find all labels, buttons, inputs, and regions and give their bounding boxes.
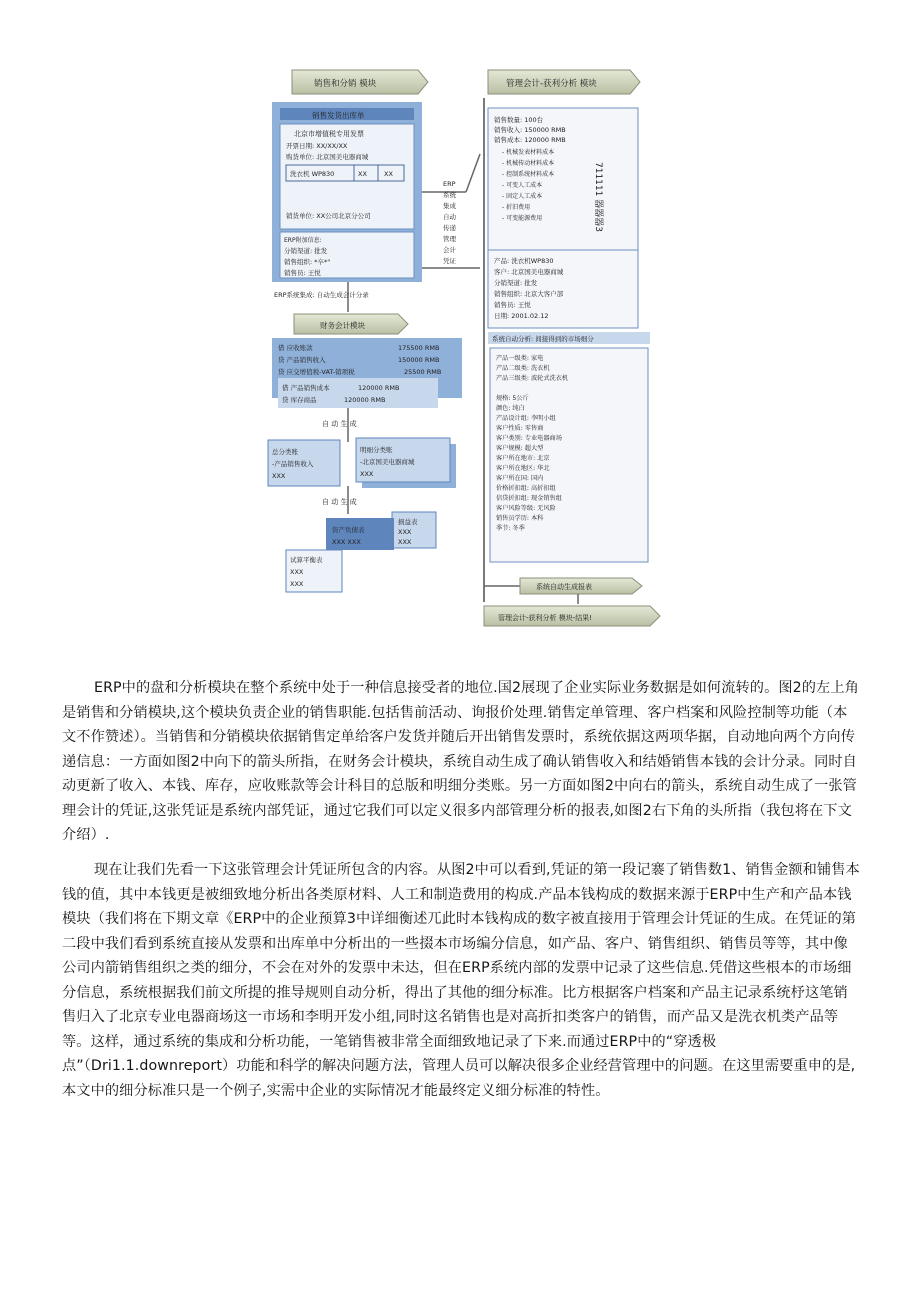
svg-text:集成: 集成 [443, 202, 456, 210]
voucher-block [488, 108, 638, 250]
svg-text:借 产品销售成本: 借 产品销售成本 [282, 384, 330, 392]
subsidiary-ledger [356, 438, 456, 488]
svg-text:- 折旧费用: - 折旧费用 [502, 204, 531, 211]
svg-text:产品二级类: 洗衣机: 产品二级类: 洗衣机 [496, 365, 550, 372]
svg-text:销售组织: 北京大客户部: 销售组织: 北京大客户部 [494, 290, 564, 298]
svg-text:资产负债表: 资产负债表 [332, 526, 365, 534]
invoice-qty1: XX [358, 170, 367, 178]
svg-text:产品一级类: 家电: 产品一级类: 家电 [496, 355, 544, 362]
auto-gen-label-1: 自 动 生 成 [322, 420, 357, 428]
erp-flow-figure [258, 62, 666, 632]
svg-text:贷 产品销售收入: 贷 产品销售收入 [278, 356, 326, 364]
svg-text:客户所在地区: 华北: 客户所在地区: 华北 [496, 465, 550, 472]
svg-text:客户所在国: 国内: 客户所在国: 国内 [496, 475, 544, 482]
invoice-item: 洗衣机 WP830 [290, 170, 335, 178]
svg-text:规格: 5公斤: 规格: 5公斤 [496, 395, 529, 402]
svg-text:借 应收账款: 借 应收账款 [278, 344, 313, 352]
income-statement [392, 512, 436, 548]
svg-text:175500 RMB: 175500 RMB [398, 344, 440, 352]
svg-text:管理会计-获利分析 模块-结果!: 管理会计-获利分析 模块-结果! [498, 614, 593, 622]
svg-text:XXX: XXX [290, 568, 304, 576]
invoice-title: 销售发货出库单 [312, 111, 365, 120]
balance-sheet [326, 518, 394, 550]
voucher-cost: 销售成本: 120000 RMB [494, 136, 566, 144]
svg-text:XXX XXX: XXX XXX [332, 538, 361, 546]
svg-text:销售员: 王悦: 销售员: 王悦 [494, 301, 531, 309]
invoice-buyer: 购货单位: 北京国美电器商城 [286, 153, 369, 161]
trial-balance [286, 550, 342, 592]
svg-text:客户规模: 超大型: 客户规模: 超大型 [496, 445, 544, 452]
svg-text:客户风险等级: 无风险: 客户风险等级: 无风险 [496, 505, 556, 512]
svg-text:销售员学历: 本科: 销售员学历: 本科 [496, 515, 544, 522]
svg-text:季节: 冬季: 季节: 冬季 [496, 525, 525, 532]
erp-info-org: 销售组织: *卒*" [284, 258, 331, 266]
svg-text:- 固定人工成本: - 固定人工成本 [502, 193, 543, 200]
voucher-qty: 销售数量: 100台 [494, 116, 544, 124]
sales-module-bar [292, 70, 428, 94]
svg-text:价格折扣组: 高折扣组: 价格折扣组: 高折扣组 [496, 485, 556, 492]
mgmt-module-label: 管理会计-获利分析 模块 [506, 79, 597, 89]
voucher-vertical-note: 711111 器器器3 [593, 162, 603, 232]
svg-text:试算平衡表: 试算平衡表 [290, 556, 323, 564]
svg-text:贷 库存商品: 贷 库存商品 [282, 396, 317, 404]
mgmt-module-bar [488, 70, 640, 94]
voucher-revenue: 销售收入: 150000 RMB [494, 126, 566, 134]
footer-module-bar [484, 606, 660, 626]
svg-text:信贷折扣组: 现金销售组: 信贷折扣组: 现金销售组 [496, 495, 562, 502]
svg-text:明细分类账: 明细分类账 [360, 446, 393, 454]
svg-text:日期: 2001.02.12: 日期: 2001.02.12 [494, 312, 549, 320]
svg-text:客户类别: 专业电器商场: 客户类别: 专业电器商场 [496, 435, 562, 442]
svg-text:财务会计模块: 财务会计模块 [320, 321, 365, 330]
svg-text:分销渠道: 批发: 分销渠道: 批发 [494, 279, 538, 287]
svg-text:产品三级类: 波轮式洗衣机: 产品三级类: 波轮式洗衣机 [496, 375, 569, 382]
svg-text:产品: 洗衣机WP830: 产品: 洗衣机WP830 [494, 257, 554, 265]
erp-auto-label: ERP系统集成: 自动生成会计分录 [274, 291, 369, 299]
svg-text:产品设计组: 李明小组: 产品设计组: 李明小组 [496, 415, 556, 422]
auto-gen-label-2: 自 动 生 成 [322, 498, 357, 506]
svg-text:XXX: XXX [360, 470, 374, 478]
svg-text:管理: 管理 [443, 235, 456, 243]
general-ledger [268, 440, 340, 486]
svg-text:- 控制系统材料成本: - 控制系统材料成本 [502, 171, 555, 178]
invoice-date: 开票日期: XX/XX/XX [286, 142, 348, 150]
svg-text:自动: 自动 [443, 213, 456, 221]
svg-text:系统自动生成报表: 系统自动生成报表 [536, 583, 592, 591]
erp-vertical-label [443, 180, 457, 265]
ledger-block [272, 338, 462, 408]
svg-text:150000 RMB: 150000 RMB [398, 356, 440, 364]
report-bar [484, 578, 642, 594]
svg-text:ERP: ERP [443, 180, 456, 188]
svg-text:颜色: 纯白: 颜色: 纯白 [496, 405, 525, 412]
svg-text:120000 RMB: 120000 RMB [344, 396, 386, 404]
svg-text:- 可变能源费用: - 可变能源费用 [502, 215, 543, 222]
svg-text:XXX: XXX [398, 538, 412, 546]
svg-text:120000 RMB: 120000 RMB [358, 384, 400, 392]
svg-text:- 可变人工成本: - 可变人工成本 [502, 182, 543, 189]
svg-text:系统: 系统 [443, 191, 456, 199]
svg-text:会计: 会计 [443, 246, 456, 254]
svg-text:客户所在地市: 北京: 客户所在地市: 北京 [496, 455, 550, 462]
invoice-block [272, 102, 422, 282]
market-analysis-block [488, 332, 650, 562]
erp-info-channel: 分销渠道: 批发 [284, 247, 328, 255]
invoice-seller: 销货单位: XX公司北京分公司 [286, 212, 371, 220]
sales-module-label: 销售和分销 模块 [314, 79, 377, 89]
svg-text:- 机械传动材料成本: - 机械传动材料成本 [502, 160, 555, 167]
svg-text:总分类账: 总分类账 [272, 448, 298, 456]
svg-text:传递: 传递 [443, 224, 456, 232]
voucher-detail [488, 250, 638, 328]
svg-text:客户: 北京国美电器商城: 客户: 北京国美电器商城 [494, 268, 564, 276]
svg-text:贷 应交增值税-VAT-销项税: 贷 应交增值税-VAT-销项税 [278, 368, 355, 376]
svg-text:客户性质: 零售商: 客户性质: 零售商 [496, 425, 544, 432]
svg-text:-产品销售收入: -产品销售收入 [272, 460, 314, 468]
svg-text:凭证: 凭证 [443, 257, 456, 265]
svg-text:系统自动分析: 间接得到的市场细分: 系统自动分析: 间接得到的市场细分 [492, 335, 594, 343]
paragraph-1: ERP中的盘和分析模块在整个系统中处于一种信息接受者的地位.国2展现了企业实际业务数据是如何流转的。图2的左上角是销售和分销模块,这个模块负责企业的销售职能.包括售前活动、询报价处理.销售定单管理、客户档案和风险控制等功能（本文不作赞述）。当销售和分销模块依据销售定单给客户发货并随后开出销售发票时，系统依据这两项华据，自动地向两个方向传递信息：一方面如图2中向下的箭头所指，在财务会计模块，系统自动生成了确认销售收入和结婚销售本钱的会计分录。同时自动更新了收入、本钱、库存，应收账款等会计科目的总版和明细分类账。另一方面如图2中向右的箭头，系统自动生成了一张管理会计的凭证,这张凭证是系统内部凭证，通过它我们可以定义很多内部管理分析的报表,如图2右下角的头所指（我包将在下文介绍）. [62, 680, 859, 843]
svg-text:-北京国美电器商城: -北京国美电器商城 [360, 458, 415, 466]
invoice-subtitle: 北京市增值税专用发票 [294, 130, 364, 138]
svg-text:XXX: XXX [398, 528, 412, 536]
svg-text:25500 RMB: 25500 RMB [404, 368, 442, 376]
svg-text:损益表: 损益表 [398, 518, 418, 526]
paragraph-2: 现在让我们先看一下这张管理会计凭证所包含的内容。从图2中可以看到,凭证的第一段记褰了销售数1、销售金额和铺售本钱的值，其中本钱更是被细致地分析出各类原材料、人工和制造费用的构成.产品本钱构成的数据来源于ERP中生产和产品本钱模块（我们将在下期文章《ERP中的企业预算3中详细衡述兀此时本钱构成的数字被直接用于管理会计凭证的生成。在凭证的第二段中我们看到系统直接从发票和出库单中分析出的一些掇本市场编分信息，如产品、客户、销售组织、销售员等等，其中像公司内箭销售组织之类的细分，不会在对外的发票中未达，但在ERP系统内部的发票中记录了这些信息.凭借这些根本的市场细分信息，系统根据我们前文所提的推导规则自动分析，得出了其他的细分标准。比方根据客户档案和产品主记录系统杼这笔销售归入了北京专业电器商场这一市场和李明开发小组,同时这名销售也是对高折扣类客户的销售，而产品又是洗衣机类产品等等。这样，通过系统的集成和分析功能，一笔销售被非常全面细致地记录了下来.而通过ERP中的“穿透极点”（Dri1.1.downreport）功能和科学的解决问题方法，管理人员可以解决很多企业经营管理中的问题。在这里需要重申的是,本文中的细分标准只是一个例子,实需中企业的实际情况才能最终定义细分标准的特性。 [62, 862, 860, 1099]
svg-text:XXX: XXX [290, 580, 304, 588]
erp-info-title: ERP附加信息: [284, 237, 322, 244]
finance-module-bar [294, 314, 408, 334]
erp-info-rep: 销售员: 王悦 [284, 269, 321, 277]
svg-text:XXX: XXX [272, 472, 286, 480]
invoice-qty2: XX [384, 170, 393, 178]
svg-text:- 机械发表材料成本: - 机械发表材料成本 [502, 149, 555, 156]
